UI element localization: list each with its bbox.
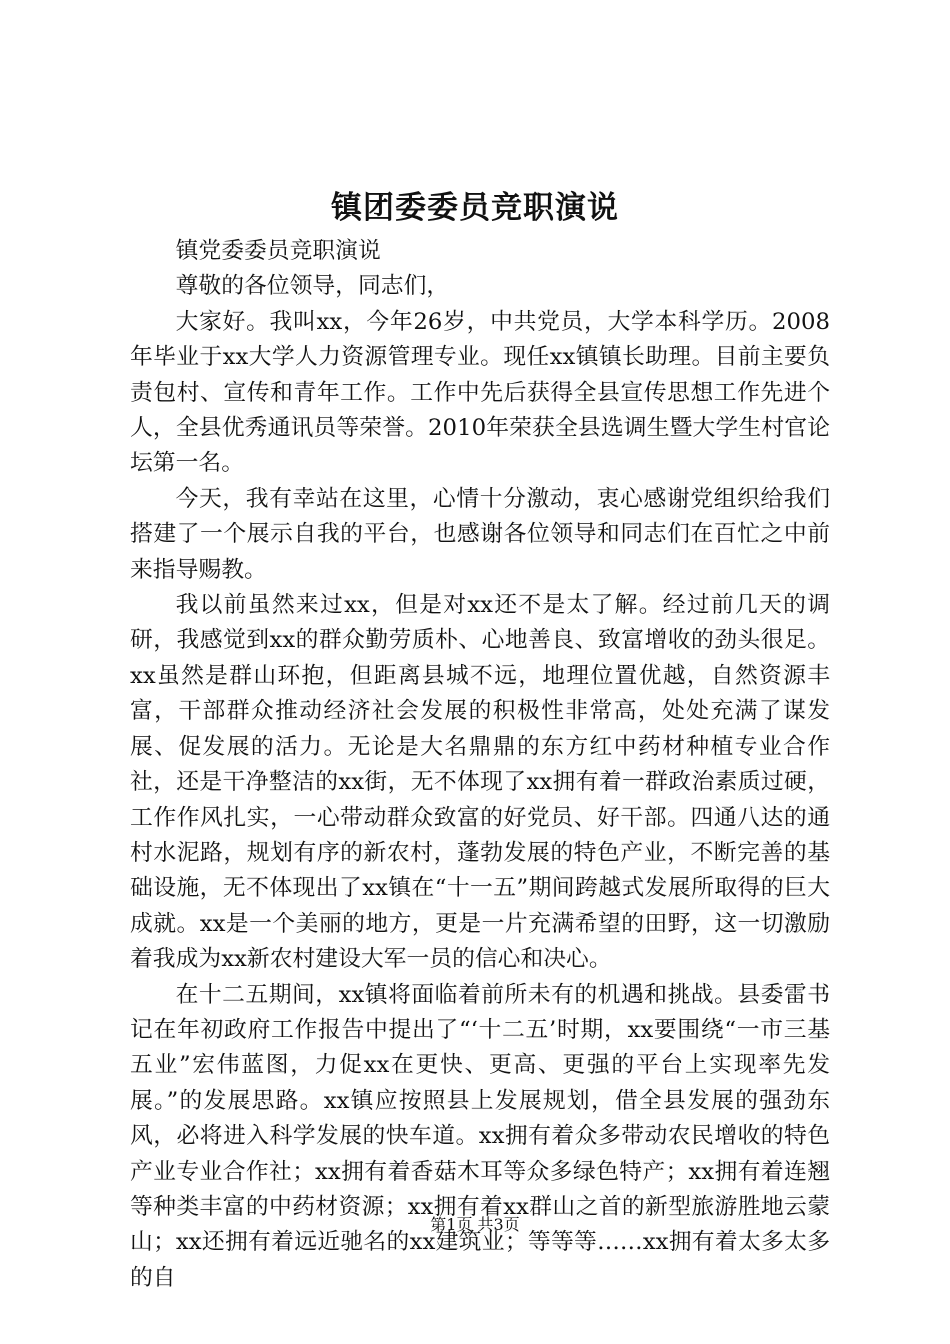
paragraph: 镇党委委员竞职演说 <box>175 238 381 264</box>
paragraph: 今天，我有幸站在这里，心情十分激动，衷心感谢党组织给我们搭建了一个展示自我的平台，也感谢各位领导和同志们在百忙之中前来指导赐教。 <box>130 485 830 583</box>
paragraph: 尊敬的各位领导，同志们， <box>175 273 450 300</box>
paragraph: 大家好。我叫xx，今年26岁，中共党员，大学本科学历。2008年毕业于xx大学人力资源管理专业。现任xx镇镇长助理。目前主要负责包村、宣传和青年工作。工作中先后获得全县宣传思想工作先进个人，全县优秀通讯员等荣誉。2010年荣获全县选调生暨大学生村官论坛第一名。 <box>130 308 830 477</box>
paragraph: 在十二五期间，xx镇将面临着前所未有的机遇和挑战。县委雷书记在年初政府工作报告中提出了“‘十二五’时期，xx要围绕“一市三基五业”宏伟蓝图，力促xx在更快、更高、更强的平台上实现率先发展。”的发展思路。xx镇应按照县上发展规划，借全县发展的强劲东风，必将进入科学发展的快车道。xx拥有着众多带动农民增收的特色产业专业合作社；xx拥有着香菇木耳等众多绿色特产；xx拥有着连翘等种类丰富的中药材资源；xx拥有着xx群山之首的新型旅游胜地云蒙山；xx还拥有着远近驰名的xx建筑业；等等等……xx拥有着太多太多的自 <box>130 981 830 1291</box>
paragraph: 我以前虽然来过xx，但是对xx还不是太了解。经过前几天的调研，我感觉到xx的群众勤劳质朴、心地善良、致富增收的劲头很足。xx虽然是群山环抱，但距离县城不远，地理位置优越，自然资源丰富，干部群众推动经济社会发展的积极性非常高，处处充满了谋发展、促发展的活力。无论是大名鼎鼎的东方红中药材种植专业合作社，还是干净整洁的xx街，无不体现了xx拥有着一群政治素质过硬，工作作风扎实，一心带动群众致富的好党员、好干部。四通八达的通村水泥路，规划有序的新农村，蓬勃发展的特色产业，不断完善的基础设施，无不体现出了xx镇在“十一五”期间跨越式发展所取得的巨大成就。xx是一个美丽的地方，更是一片充满希望的田野，这一切激励着我成为xx新农村建设大军一员的信心和决心。 <box>130 592 830 973</box>
page-footer: 第1页 共3页 <box>430 1215 520 1234</box>
document-title: 镇团委委员竞职演说 <box>331 190 619 226</box>
document-body <box>130 234 830 1296</box>
